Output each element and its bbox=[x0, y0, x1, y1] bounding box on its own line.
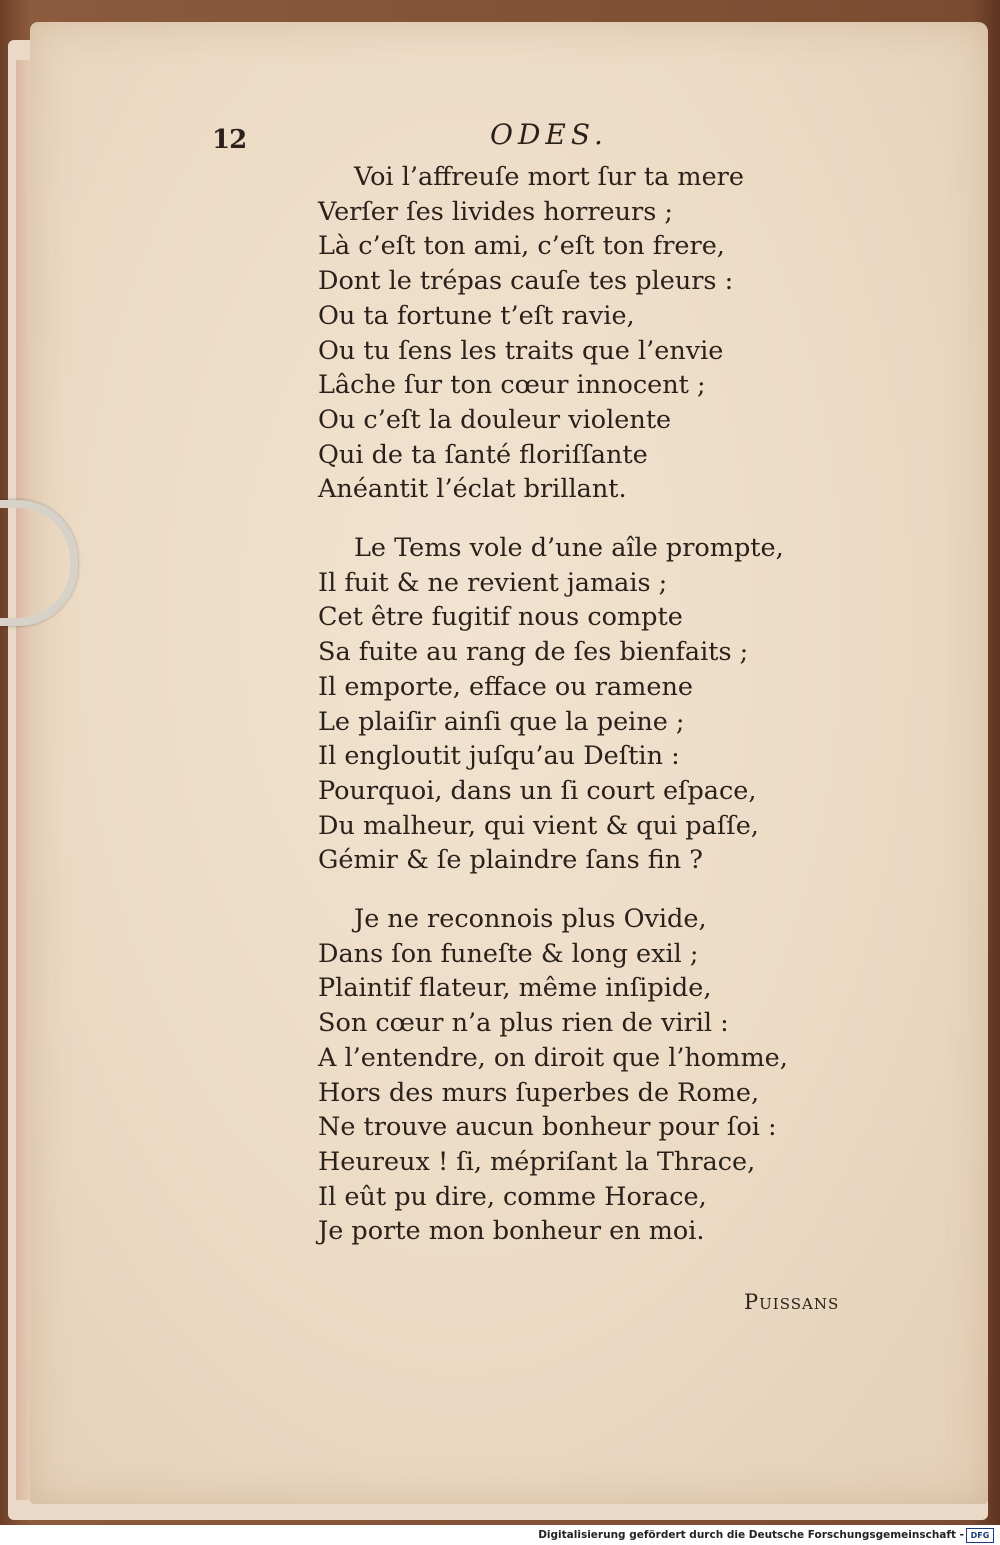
verse-line: Hors des murs ſuperbes de Rome, bbox=[318, 1077, 760, 1108]
verse-line: Ou tu ſens les traits que l’envie bbox=[318, 335, 724, 366]
catchword: Puissans bbox=[744, 1290, 840, 1314]
verse-line: Ne trouve aucun bonheur pour ſoi : bbox=[318, 1112, 777, 1143]
verse-line: Je ne reconnois plus Ovide, bbox=[354, 904, 707, 935]
verse-line: Il eût pu dire, comme Horace, bbox=[318, 1181, 707, 1212]
verse-line: Lâche ſur ton cœur innocent ; bbox=[318, 370, 706, 401]
verse-line: Il fuit & ne revient jamais ; bbox=[318, 567, 668, 598]
poem bbox=[318, 160, 838, 1273]
verse-line: A l’entendre, on diroit que l’homme, bbox=[318, 1042, 788, 1073]
stanza-3 bbox=[318, 902, 838, 1249]
verse-line: Voi l’affreuſe mort ſur ta mere bbox=[354, 162, 744, 192]
verse-line: Qui de ta ſanté floriſſante bbox=[318, 439, 648, 470]
verse-line: Le plaiſir ainſi que la peine ; bbox=[318, 706, 685, 737]
verse-line: Ou ta fortune t’eſt ravie, bbox=[318, 300, 635, 331]
verse-line: Verſer ſes livides horreurs ; bbox=[318, 196, 674, 227]
stanza-2 bbox=[318, 531, 838, 878]
verse-line: Anéantit l’éclat brillant. bbox=[318, 474, 627, 505]
verse-line: Pourquoi, dans un ſi court eſpace, bbox=[318, 775, 757, 806]
stanza-1 bbox=[318, 160, 838, 507]
verse-line: Du malheur, qui vient & qui paſſe, bbox=[318, 810, 759, 841]
verse-line: Le Tems vole d’une aîle prompte, bbox=[354, 533, 784, 564]
verse-line: Ou c’eſt la douleur violente bbox=[318, 404, 672, 435]
verse-line: Heureux ! ſi, mépriſant la Thrace, bbox=[318, 1146, 756, 1177]
verse-line: Sa fuite au rang de ſes bienfaits ; bbox=[318, 637, 749, 668]
verse-line: Il engloutit juſqu’au Deſtin : bbox=[318, 741, 680, 772]
verse-line: Dont le trépas cauſe tes pleurs : bbox=[318, 266, 734, 297]
verse-line: Gémir & ſe plaindre ſans fin ? bbox=[318, 845, 703, 876]
page-number: 12 bbox=[212, 125, 247, 155]
verse-line: Dans ſon funeſte & long exil ; bbox=[318, 938, 699, 969]
verse-line: Son cœur n’a plus rien de viril : bbox=[318, 1008, 729, 1039]
verse-line: Cet être fugitif nous compte bbox=[318, 602, 683, 633]
digitization-credit: Digitalisierung gefördert durch die Deutsche Forschungsgemeinschaft - bbox=[538, 1529, 964, 1541]
verse-line: Là c’eſt ton ami, c’eſt ton frere, bbox=[318, 231, 725, 262]
verse-line: Plaintif flateur, même inſipide, bbox=[318, 973, 712, 1004]
dfg-logo-icon: DFG bbox=[966, 1528, 994, 1543]
running-head: ODES. bbox=[490, 118, 608, 151]
verse-line: Il emporte, efface ou ramene bbox=[318, 671, 693, 702]
verse-line: Je porte mon bonheur en moi. bbox=[318, 1216, 705, 1247]
